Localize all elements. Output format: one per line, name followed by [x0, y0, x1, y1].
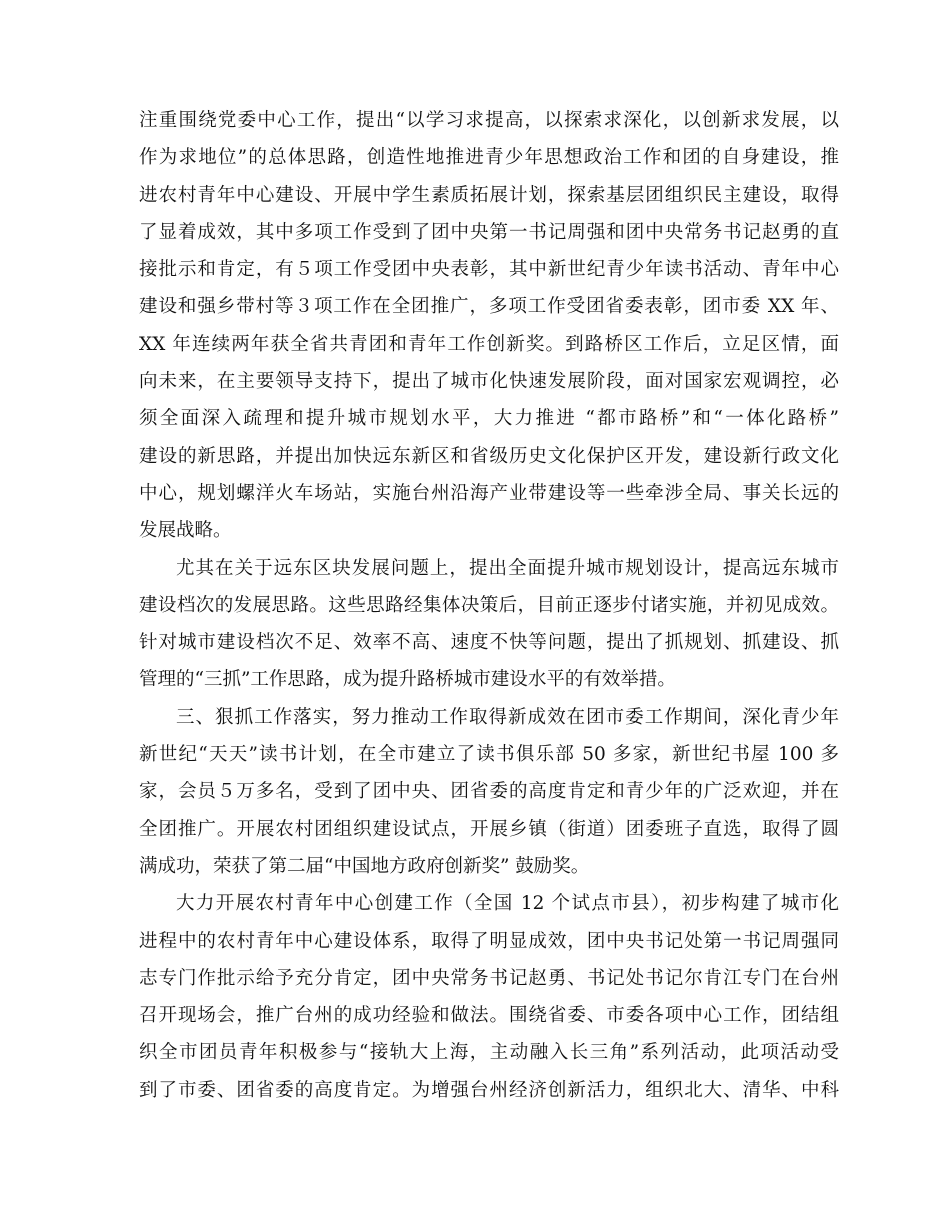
text-line: 接批示和肯定，有５项工作受团中央表彰，其中新世纪青少年读书活动、青年中心: [139, 259, 839, 281]
text-line: 向未来，在主要领导支持下，提出了城市化快速发展阶段，面对国家宏观调控，必: [139, 371, 839, 393]
text-line: 召开现场会，推广台州的成功经验和做法。围绕省委、市委各项中心工作，团结组: [139, 1005, 839, 1027]
text-line: 建设档次的发展思路。这些思路经集体决策后，目前正逐步付诸实施，并初见成效。: [139, 594, 839, 616]
text-line: 志专门作批示给予充分肯定，团中央常务书记赵勇、书记处书记尔肯江专门在台州: [139, 967, 839, 989]
text-line: 了显着成效，其中多项工作受到了团中央第一书记周强和团中央常务书记赵勇的直: [139, 221, 839, 243]
text-line: 满成功，荣获了第二届“中国地方政府创新奖” 鼓励奖。: [139, 855, 590, 877]
text-line: 针对城市建设档次不足、效率不高、速度不快等问题，提出了抓规划、抓建设、抓: [139, 632, 839, 654]
text-line: 全团推广。开展农村团组织建设试点，开展乡镇（街道）团委班子直选，取得了圆: [139, 818, 839, 840]
text-line: 注重围绕党委中心工作，提出“以学习求提高，以探索求深化，以创新求发展，以: [139, 110, 839, 131]
text-line: XX 年连续两年获全省共青团和青年工作创新奖。到路桥区工作后，立足区情，面: [139, 333, 839, 355]
text-line: 须全面深入疏理和提升城市规划水平，大力推进 “都市路桥”和“一体化路桥”: [139, 408, 839, 430]
body-text: [139, 102, 839, 1109]
paragraph-first-line: 尤其在关于远东区块发展问题上，提出全面提升城市规划设计，提高远东城市: [176, 557, 839, 579]
text-line: 进程中的农村青年中心建设体系，取得了明显成效，团中央书记处第一书记周强同: [139, 930, 839, 952]
paragraph-first-line: 三、狠抓工作落实，努力推动工作取得新成效在团市委工作期间，深化青少年: [176, 706, 839, 728]
text-line: 中心，规划螺洋火车场站，实施台州沿海产业带建设等一些牵涉全局、事关长远的: [139, 482, 839, 504]
text-line: 建设和强乡带村等３项工作在全团推广，多项工作受团省委表彰，团市委 XX 年、: [139, 296, 839, 318]
text-line: 家，会员５万多名，受到了团中央、团省委的高度肯定和青少年的广泛欢迎，并在: [139, 781, 839, 803]
text-line: 到了市委、团省委的高度肯定。为增强台州经济创新活力，组织北大、清华、中科: [139, 1079, 839, 1101]
text-line: 建设的新思路，并提出加快远东新区和省级历史文化保护区开发，建设新行政文化: [139, 445, 839, 467]
text-line: 管理的“三抓”工作思路，成为提升路桥城市建设水平的有效举措。: [139, 669, 676, 691]
text-line: 织全市团员青年积极参与“接轨大上海，主动融入长三角”系列活动，此项活动受: [139, 1042, 839, 1064]
text-line: 新世纪“天天”读书计划，在全市建立了读书俱乐部 50 多家，新世纪书屋 100 多: [139, 744, 839, 766]
text-line: 作为求地位”的总体思路，创造性地推进青少年思想政治工作和团的自身建设，推: [139, 147, 839, 169]
text-line: 发展战略。: [139, 520, 232, 542]
text-line: 进农村青年中心建设、开展中学生素质拓展计划，探索基层团组织民主建设，取得: [139, 184, 839, 206]
paragraph-first-line: 大力开展农村青年中心创建工作（全国 12 个试点市县），初步构建了城市化: [176, 893, 839, 915]
